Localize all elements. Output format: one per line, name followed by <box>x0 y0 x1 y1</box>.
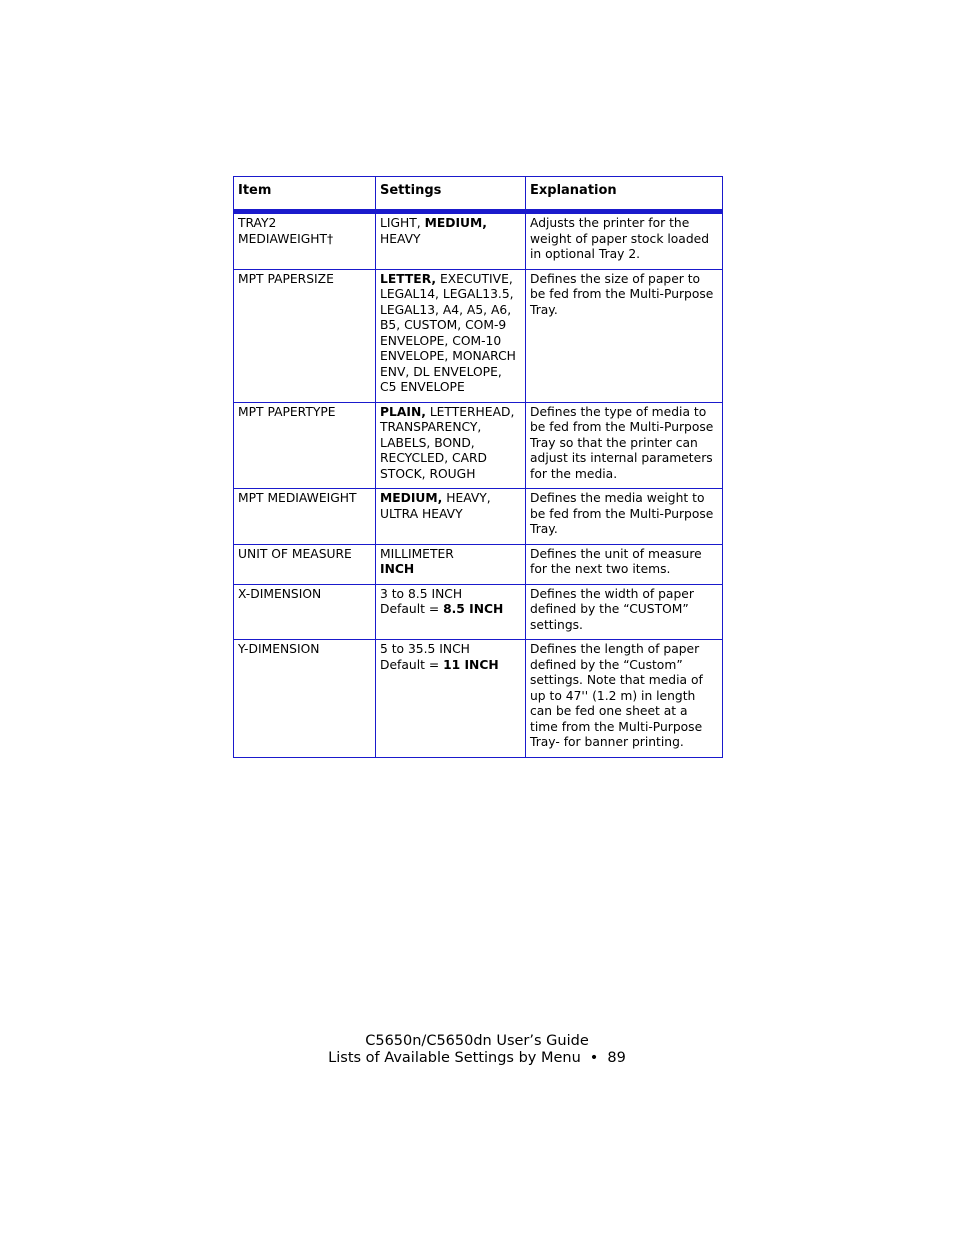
setting-text: LABELS, BOND, <box>380 435 475 450</box>
cell-item: MPT MEDIAWEIGHT <box>234 489 376 545</box>
default-setting: 11 INCH <box>443 657 499 672</box>
setting-text: Default = <box>380 602 444 616</box>
settings-line <box>380 547 521 563</box>
setting-text: LIGHT, <box>380 216 425 230</box>
settings-line <box>380 507 521 523</box>
default-setting: INCH <box>380 562 415 576</box>
table-body <box>234 212 723 758</box>
default-setting: LETTER, <box>380 271 437 286</box>
setting-text: LEGAL14, LEGAL13.5, <box>380 287 514 301</box>
footer-section-line <box>0 1050 954 1067</box>
default-setting: 8.5 INCH <box>443 602 504 616</box>
cell-explanation: Defines the media weight to be fed from the Multi-Purpose Tray. <box>526 489 723 545</box>
page-number: 89 <box>607 1050 626 1066</box>
cell-item: MPT PAPERTYPE <box>234 402 376 489</box>
table-row <box>234 402 723 489</box>
settings-table <box>233 176 723 758</box>
footer-section-name: Lists of Available Settings by Menu <box>328 1050 581 1066</box>
default-setting: MEDIUM, <box>424 216 487 230</box>
table-row <box>234 544 723 584</box>
settings-line <box>380 334 521 350</box>
setting-text: ULTRA HEAVY <box>380 506 463 521</box>
cell-settings <box>376 544 526 584</box>
settings-line <box>380 232 521 248</box>
settings-line <box>380 467 521 483</box>
settings-line <box>380 420 521 436</box>
settings-line <box>380 380 521 396</box>
cell-explanation: Defines the unit of measure for the next two items. <box>526 544 723 584</box>
cell-settings <box>376 489 526 545</box>
settings-line <box>380 602 521 618</box>
settings-line <box>380 216 521 232</box>
setting-text: C5 ENVELOPE <box>380 380 465 394</box>
settings-line <box>380 642 521 658</box>
cell-item: TRAY2 MEDIAWEIGHT† <box>234 212 376 270</box>
setting-text: HEAVY, <box>442 491 491 505</box>
table-row <box>234 584 723 640</box>
setting-text: HEAVY <box>380 231 421 246</box>
cell-settings <box>376 584 526 640</box>
settings-line <box>380 318 521 334</box>
cell-settings <box>376 269 526 402</box>
table-row <box>234 489 723 545</box>
setting-text: STOCK, ROUGH <box>380 466 476 481</box>
setting-text: TRANSPARENCY, <box>380 420 482 434</box>
settings-line <box>380 349 521 365</box>
setting-text: B5, CUSTOM, COM-9 <box>380 318 507 332</box>
setting-text: LETTERHEAD, <box>425 404 515 419</box>
settings-line <box>380 587 521 603</box>
setting-text: 3 to 8.5 INCH <box>380 586 463 601</box>
footer-bullet: • <box>589 1050 599 1066</box>
cell-explanation: Adjusts the printer for the weight of paper stock loaded in optional Tray 2. <box>526 212 723 270</box>
settings-line <box>380 365 521 381</box>
setting-text: ENVELOPE, MONARCH <box>380 349 516 363</box>
default-setting: MEDIUM, <box>380 491 443 505</box>
cell-explanation: Defines the type of media to be fed from the Multi-Purpose Tray so that the printer can adjust its internal parameters for the media. <box>526 402 723 489</box>
setting-text: MILLIMETER <box>380 546 454 561</box>
setting-text: 5 to 35.5 INCH <box>380 642 470 656</box>
settings-line <box>380 562 521 578</box>
settings-line <box>380 272 521 288</box>
header-explanation: Explanation <box>526 177 723 212</box>
cell-item: Y-DIMENSION <box>234 640 376 758</box>
settings-line <box>380 436 521 452</box>
header-settings: Settings <box>376 177 526 212</box>
header-item: Item <box>234 177 376 212</box>
cell-settings <box>376 402 526 489</box>
table-header-row <box>234 177 723 212</box>
cell-item: X-DIMENSION <box>234 584 376 640</box>
settings-line <box>380 303 521 319</box>
settings-line <box>380 491 521 507</box>
table-row <box>234 640 723 758</box>
cell-item: MPT PAPERSIZE <box>234 269 376 402</box>
footer-guide-title: C5650n/C5650dn User’s Guide <box>365 1033 589 1049</box>
cell-item: UNIT OF MEASURE <box>234 544 376 584</box>
setting-text: EXECUTIVE, <box>436 271 513 286</box>
default-setting: PLAIN, <box>380 404 426 419</box>
setting-text: ENVELOPE, COM-10 <box>380 333 502 348</box>
cell-explanation: Defines the width of paper defined by the “CUSTOM” settings. <box>526 584 723 640</box>
cell-explanation: Defines the size of paper to be fed from the Multi-Purpose Tray. <box>526 269 723 402</box>
setting-text: Default = <box>380 657 444 672</box>
settings-line <box>380 287 521 303</box>
settings-line <box>380 451 521 467</box>
cell-settings <box>376 640 526 758</box>
table-row <box>234 269 723 402</box>
setting-text: LEGAL13, A4, A5, A6, <box>380 302 512 317</box>
setting-text: RECYCLED, CARD <box>380 451 488 465</box>
settings-line <box>380 658 521 674</box>
cell-settings <box>376 212 526 270</box>
table-row <box>234 212 723 270</box>
setting-text: ENV, DL ENVELOPE, <box>380 364 502 379</box>
settings-line <box>380 405 521 421</box>
cell-explanation: Defines the length of paper defined by the “Custom” settings. Note that media of up to 47'' (1.2 m) in length can be fed one sheet at a time from the Multi-Purpose Tray- for banner printing. <box>526 640 723 758</box>
